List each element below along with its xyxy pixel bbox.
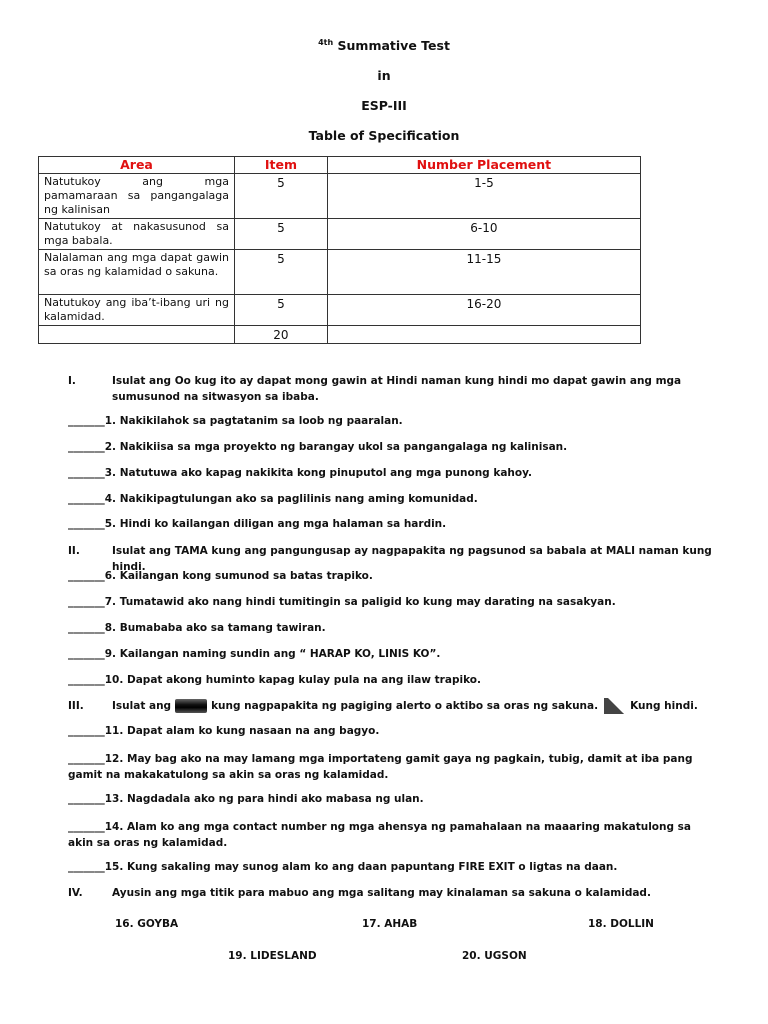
- question-item: _______11. Dapat alam ko kung nasaan na ang bagyo.: [68, 725, 380, 737]
- question-item: _______1. Nakikilahok sa pagtatanim sa loob ng paaralan.: [68, 415, 403, 427]
- jumbled-word: 20. UGSON: [462, 950, 527, 962]
- cell-item: 5: [235, 174, 328, 219]
- table-total-row: [39, 326, 641, 344]
- section-1-roman: I.: [68, 375, 76, 387]
- header-placement: Number Placement: [327, 157, 640, 174]
- question-item: _______6. Kailangan kong sumunod sa batas trapiko.: [68, 570, 373, 582]
- question-item: _______9. Kailangan naming sundin ang “ HARAP KO, LINIS KO”.: [68, 648, 441, 660]
- question-item: _______14. Alam ko ang mga contact number ng mga ahensya ng pamahalaan na maaaring makatulong sa akin sa oras ng kalamidad.: [68, 821, 691, 849]
- section-2-text: Isulat ang TAMA kung ang pangungusap ay nagpapakita ng pagsunod sa babala at MALI naman kung hindi.: [112, 545, 712, 573]
- section-3-instruction: [68, 697, 698, 715]
- cell-placement: 1-5: [327, 174, 640, 219]
- title-in: in: [377, 68, 391, 83]
- ordinal-sup: 4th: [318, 38, 334, 47]
- specification-table: [38, 156, 641, 344]
- header-area: Area: [39, 157, 235, 174]
- question-item: _______3. Natutuwa ako kapag nakikita kong pinuputol ang mga punong kahoy.: [68, 467, 532, 479]
- question-item: _______7. Tumatawid ako nang hindi tumitingin sa paligid ko kung may darating na sasakyan.: [68, 596, 616, 608]
- section-2-roman: II.: [68, 545, 80, 557]
- cell-item: 5: [235, 250, 328, 295]
- tos-title: Table of Specification: [308, 128, 460, 143]
- title-text: Summative Test: [337, 38, 450, 54]
- section-1-text: Isulat ang Oo kug ito ay dapat mong gawin at Hindi naman kung hindi mo dapat gawin ang mga sumusunod na sitwasyon sa ibaba.: [112, 375, 682, 403]
- table-row: [39, 295, 641, 326]
- question-item: _______13. Nagdadala ako ng para hindi ako mabasa ng ulan.: [68, 793, 424, 805]
- cell-placement: 11-15: [327, 250, 640, 295]
- question-item: _______12. May bag ako na may lamang mga importateng gamit gaya ng pagkain, tubig, damit at iba pang gamit na makakatulong sa akin sa oras ng kalamidad.: [68, 753, 693, 781]
- jumbled-word: 18. DOLLIN: [588, 918, 654, 930]
- section-4-text: Ayusin ang mga titik para mabuo ang mga salitang may kinalaman sa sakuna o kalamidad.: [112, 887, 651, 899]
- question-item: _______8. Bumababa ako sa tamang tawiran.: [68, 622, 326, 634]
- cell-area: Natutukoy ang iba’t-ibang uri ng kalamidad.: [39, 295, 235, 326]
- question-item: _______4. Nakikipagtulungan ako sa paglilinis nang aming komunidad.: [68, 493, 478, 505]
- section-3-text-b: kung nagpapakita ng pagiging alerto o aktibo sa oras ng sakuna.: [211, 700, 599, 712]
- question-item: _______10. Dapat akong huminto kapag kulay pula na ang ilaw trapiko.: [68, 674, 481, 686]
- jumbled-word: 17. AHAB: [362, 918, 418, 930]
- section-1-instruction: [68, 373, 692, 405]
- question-item: _______2. Nakikiisa sa mga proyekto ng barangay ukol sa pangangalaga ng kalinisan.: [68, 441, 568, 453]
- section-3-text-c: Kung hindi.: [630, 700, 698, 712]
- cell-item: 5: [235, 295, 328, 326]
- jumbled-word: 19. LIDESLAND: [228, 950, 317, 962]
- subject-title: ESP-III: [361, 98, 407, 113]
- section-4-instruction: [68, 885, 692, 901]
- table-header-row: [39, 157, 641, 174]
- table-row: [39, 219, 641, 250]
- cell-placement: 6-10: [327, 219, 640, 250]
- question-item: _______5. Hindi ko kailangan diligan ang mga halaman sa hardin.: [68, 518, 447, 530]
- cell-area: Natutukoy ang mga pamamaraan sa pangangalaga ng kalinisan: [39, 174, 235, 219]
- triangle-icon: [602, 697, 626, 715]
- jumbled-word: 16. GOYBA: [115, 918, 179, 930]
- cell-placement: 16-20: [327, 295, 640, 326]
- table-row: [39, 250, 641, 295]
- question-item: _______15. Kung sakaling may sunog alam ko ang daan papuntang FIRE EXIT o ligtas na daan.: [68, 861, 618, 873]
- cell-area: Nalalaman ang mga dapat gawin sa oras ng kalamidad o sakuna.: [39, 250, 235, 295]
- section-4-roman: IV.: [68, 887, 83, 899]
- cell-empty: [39, 326, 235, 344]
- cell-item: 5: [235, 219, 328, 250]
- header-item: Item: [235, 157, 328, 174]
- section-3-roman: III.: [68, 700, 84, 712]
- table-row: [39, 174, 641, 219]
- black-bar-icon: [175, 699, 207, 713]
- cell-empty: [327, 326, 640, 344]
- cell-total: 20: [235, 326, 328, 344]
- cell-area: Natutukoy at nakasusunod sa mga babala.: [39, 219, 235, 250]
- section-3-text-a: Isulat ang: [112, 700, 172, 712]
- test-title: [0, 38, 768, 53]
